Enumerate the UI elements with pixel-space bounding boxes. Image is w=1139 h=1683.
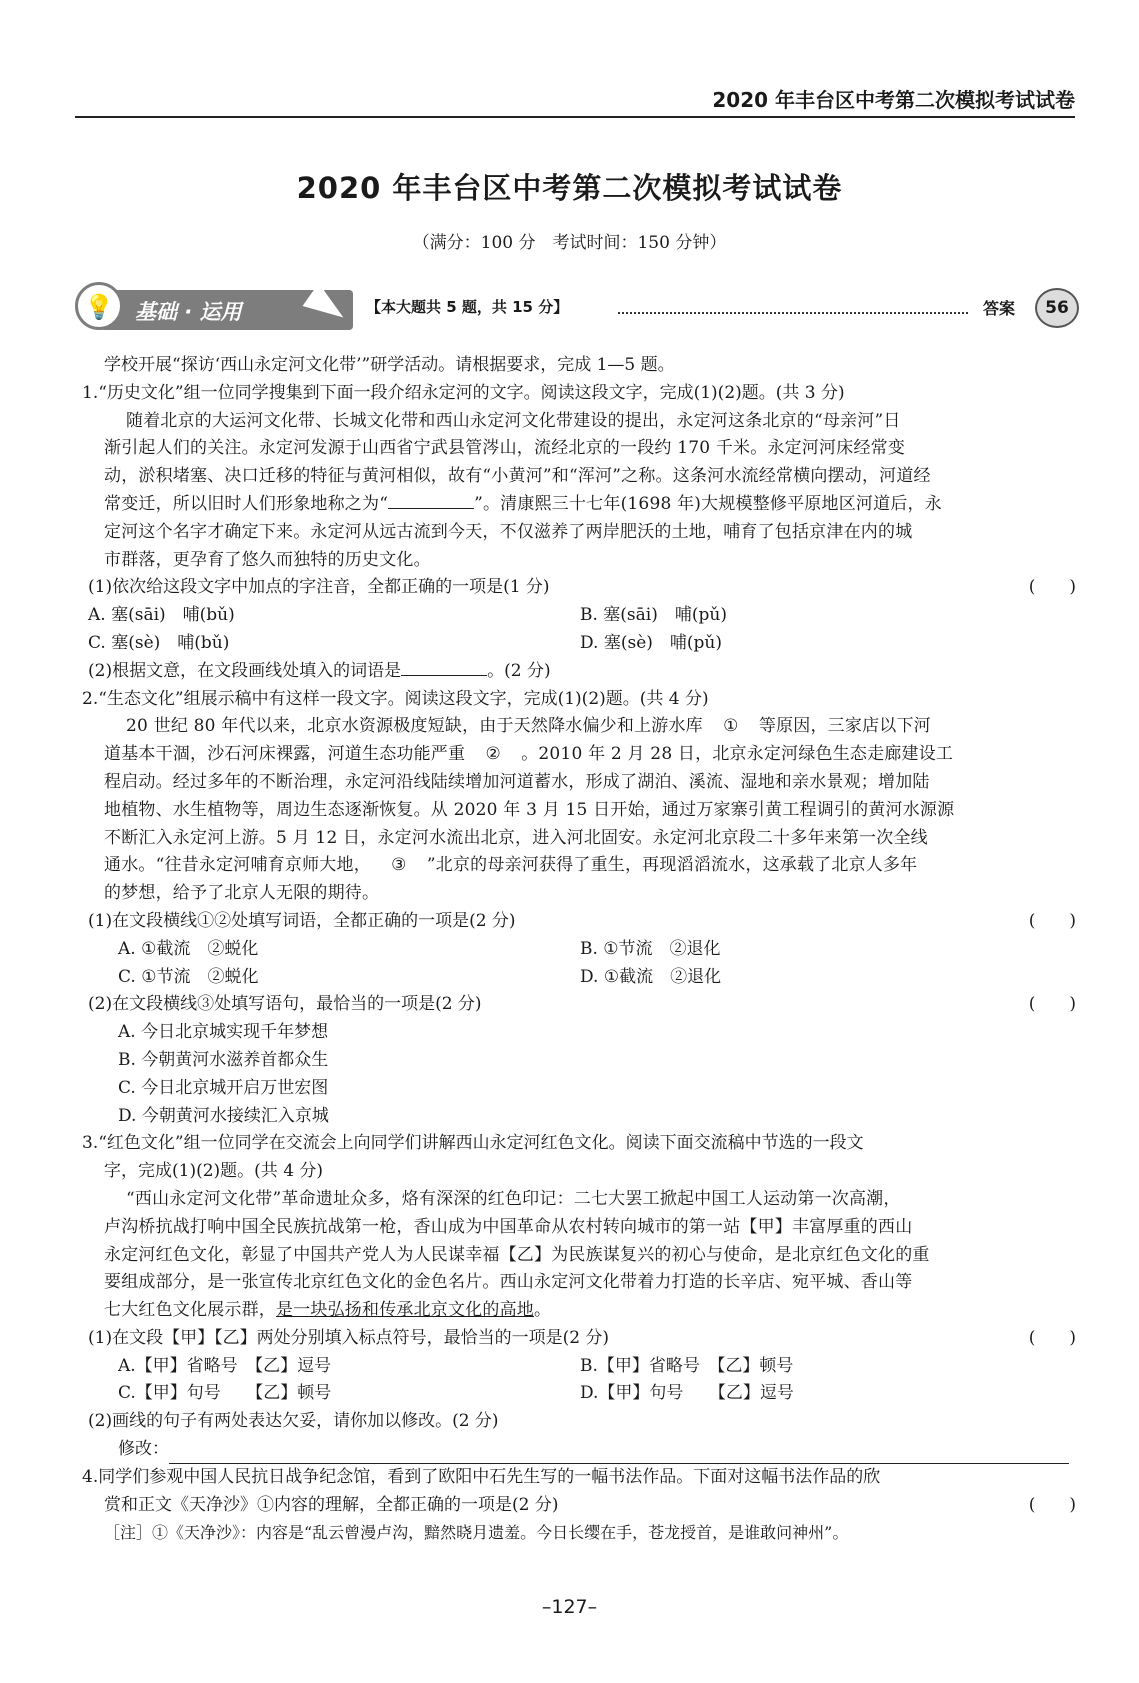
q1-options-row (82, 630, 1076, 658)
q3-sub2: (2)画线的句子有两处表达欠妥，请你加以修改。(2 分) (88, 1411, 499, 1432)
fix-answer-line[interactable] (169, 1443, 1069, 1464)
q2-passage-text: ”北京的母亲河获得了重生，再现滔滔流水，这承载了北京人多年 (426, 855, 918, 876)
q3-passage-line: 要组成部分，是一张宣传北京红色文化的金色名片。西山永定河文化带着力打造的长辛店、宛平城、香山等 (104, 1272, 913, 1293)
page-number: –127– (541, 1596, 598, 1618)
answer-bracket[interactable]: ( ) (1028, 577, 1076, 598)
q1-sub1-text: (1)依次给这段文字中加点的字注音，全都正确的一项是(1 分) (88, 577, 550, 598)
lightbulb-icon: 💡 (75, 282, 123, 330)
q1-answer-blank[interactable] (401, 675, 487, 676)
q1-passage-text: ”。清康熙三十七年(1698 年)大规模整修平原地区河道后，永 (474, 493, 942, 514)
q1-sub2 (82, 658, 1076, 686)
q4-stem-text: 赏和正文《天净沙》①内容的理解，全都正确的一项是(2 分) (104, 1494, 559, 1515)
q3-options-row (82, 1353, 1076, 1381)
q2-options-row (82, 936, 1076, 964)
question-2-stem: 2.“生态文化”组展示稿中有这样一段文字。阅读这段文字，完成(1)(2)题。(共 4 分) (82, 688, 709, 709)
exam-info: （满分：100 分 考试时间：150 分钟） (412, 233, 727, 253)
option-b[interactable]: B. 塞(sāi) 哺(pǔ) (580, 605, 727, 626)
q2-sub2-text: (2)在文段横线③处填写语句，最恰当的一项是(2 分) (88, 994, 482, 1015)
exam-content (82, 352, 1076, 1547)
q4-note: ［注］①《天净沙》：内容是“乱云曾漫卢沟，黯然晓月遗羞。今日长缨在手，苍龙授首，是谁敢问神州”。 (104, 1523, 849, 1543)
q2-passage-line: 地植物、水生植物等，周边生态逐渐恢复。从 2020 年 3 月 15 日开始，通过万家寨引黄工程调引的黄河水源源 (104, 799, 955, 820)
option-c[interactable]: C. ①节流 ②蜕化 (118, 966, 259, 987)
option-b[interactable]: B. ①节流 ②退化 (580, 938, 721, 959)
q2-passage-text: 道基本干涸，沙石河床裸露，河道生态功能严重 (104, 744, 466, 765)
q1-options-row (82, 602, 1076, 630)
question-4-stem (82, 1492, 1076, 1520)
answer-bracket[interactable]: ( ) (1028, 994, 1076, 1015)
running-head: 2020 年丰台区中考第二次模拟考试试卷 (75, 84, 1075, 118)
q2-options-row (82, 964, 1076, 992)
q1-passage-line: 定河这个名字才确定下来。永定河从远古流到今天，不仅滋养了两岸肥沃的土地，哺育了包括京津在内的城 (104, 521, 913, 542)
q1-passage-line: 市群落，更孕育了悠久而独特的历史文化。 (104, 549, 431, 570)
option-d[interactable]: D.【甲】句号 【乙】逗号 (580, 1383, 794, 1404)
q2-blank-1[interactable]: ① (703, 713, 759, 741)
intro-text: 学校开展“探访‘西山永定河文化带’”研学活动。请根据要求，完成 1—5 题。 (104, 355, 675, 375)
q2-passage-text: 20 世纪 80 年代以来，北京水资源极度短缺，由于天然降水偏少和上游水库 (126, 716, 703, 737)
option-a[interactable]: A. 塞(sāi) 哺(bǔ) (88, 605, 235, 626)
q3-options-row (82, 1380, 1076, 1408)
fix-label: 修改： (118, 1439, 169, 1460)
q3-passage-line (82, 1297, 1076, 1325)
q3-passage-line: 卢沟桥抗战打响中国全民族抗战第一枪，香山成为中国革命从农村转向城市的第一站【甲】丰富厚重的西山 (104, 1216, 913, 1237)
q2-sub2 (82, 991, 1076, 1019)
q2-passage-line (82, 741, 1076, 769)
option-d[interactable]: D. ①截流 ②退化 (580, 966, 722, 987)
q1-passage-line: 渐引起人们的关注。永定河发源于山西省宁武县管涔山，流经北京的一段约 170 千米。永定河河床经常变 (104, 438, 906, 459)
q2-passage-line: 的梦想，给予了北京人无限的期待。 (104, 883, 380, 904)
option-c[interactable]: C. 今日北京城开启万世宏图 (118, 1077, 329, 1098)
q2-sub1-text: (1)在文段横线①②处填写词语，全都正确的一项是(2 分) (88, 910, 516, 931)
q2-passage-text: 通水。“往昔永定河哺育京师大地， (104, 855, 371, 876)
q1-sub1 (82, 574, 1076, 602)
q2-passage-line: 不断汇入永定河上游。5 月 12 日，永定河水流出北京，进入河北固安。永定河北京段二十多年来第一次全线 (104, 827, 928, 848)
dotted-leader (618, 300, 968, 314)
option-d[interactable]: D. 今朝黄河水接续汇入京城 (118, 1105, 329, 1126)
answer-page-badge: 56 (1035, 288, 1079, 328)
option-c[interactable]: C. 塞(sè) 哺(bǔ) (88, 632, 230, 653)
q2-blank-3[interactable]: ③ (371, 852, 427, 880)
underlined-sentence: 是一块弘扬和传承北京文化的高地 (276, 1300, 534, 1321)
page-title: 2020 年丰台区中考第二次模拟考试试卷 (296, 171, 843, 205)
q2-blank-2[interactable]: ② (465, 741, 521, 769)
answer-bracket[interactable]: ( ) (1028, 1494, 1076, 1515)
answer-bracket[interactable]: ( ) (1028, 1327, 1076, 1348)
q2-passage-line (82, 713, 1076, 741)
q1-passage-line: 随着北京的大运河文化带、长城文化带和西山永定河文化带建设的提出，永定河这条北京的“母亲河”日 (126, 410, 901, 431)
q3-passage-text: 。 (534, 1300, 552, 1321)
q3-sub1-text: (1)在文段【甲】【乙】两处分别填入标点符号，最恰当的一项是(2 分) (88, 1327, 610, 1348)
q1-passage-line (82, 491, 1076, 519)
question-3-stem: 字，完成(1)(2)题。(共 4 分) (104, 1161, 324, 1182)
q2-sub1 (82, 908, 1076, 936)
q3-passage-line: 永定河红色文化，彰显了中国共产党人为人民谋幸福【乙】为民族谋复兴的初心与使命，是北京红色文化的重 (104, 1244, 930, 1265)
option-b[interactable]: B. 今朝黄河水滋养首都众生 (118, 1049, 329, 1070)
q1-passage-text: 常变迁，所以旧时人们形象地称之为“ (104, 493, 389, 514)
q2-passage-line: 程启动。经过多年的不断治理，永定河沿线陆续增加河道蓄水，形成了湖泊、溪流、湿地和亲水景观；增加陆 (104, 771, 930, 792)
answer-bracket[interactable]: ( ) (1028, 910, 1076, 931)
option-d[interactable]: D. 塞(sè) 哺(pǔ) (580, 632, 722, 653)
answer-label: 答案 (983, 299, 1016, 318)
q1-sub2-text: (2)根据文意，在文段画线处填入的词语是 (88, 660, 402, 681)
option-a[interactable]: A. 今日北京城实现千年梦想 (118, 1022, 329, 1043)
question-4-stem: 4.同学们参观中国人民抗日战争纪念馆，看到了欧阳中石先生写的一幅书法作品。下面对这幅书法作品的欣 (82, 1466, 881, 1487)
option-a[interactable]: A. ①截流 ②蜕化 (118, 938, 259, 959)
q2-passage-text: 。2010 年 2 月 28 日，北京永定河绿色生态走廊建设工 (521, 744, 954, 765)
q1-passage-line: 动，淤积堵塞、决口迁移的特征与黄河相似，故有“小黄河”和“浑河”之称。这条河水流经常横向摆动，河道经 (104, 466, 931, 487)
q2-passage-line (82, 852, 1076, 880)
section-label: 基础 · 运用 (135, 300, 242, 324)
section-info: 【本大题共 5 题，共 15 分】 (366, 298, 569, 316)
q3-passage-line: “西山永定河文化带”革命遗址众多，烙有深深的红色印记：二七大罢工掀起中国工人运动第一次高潮， (126, 1188, 901, 1209)
option-b[interactable]: B.【甲】省略号 【乙】顿号 (580, 1355, 794, 1376)
q2-passage-text: 等原因，三家店以下河 (758, 716, 931, 737)
q1-sub2-text: 。(2 分) (487, 660, 551, 681)
option-c[interactable]: C.【甲】句号 【乙】顿号 (118, 1383, 332, 1404)
q3-fix-row (82, 1436, 1076, 1464)
option-a[interactable]: A.【甲】省略号 【乙】逗号 (118, 1355, 332, 1376)
question-1-stem: 1.“历史文化”组一位同学搜集到下面一段介绍永定河的文字。阅读这段文字，完成(1)(2)题。(共 3 分) (82, 382, 845, 403)
section-banner (75, 282, 355, 334)
q1-fill-blank[interactable] (388, 508, 474, 509)
q3-passage-text: 七大红色文化展示群， (104, 1300, 276, 1321)
q3-sub1 (82, 1325, 1076, 1353)
question-3-stem: 3.“红色文化”组一位同学在交流会上向同学们讲解西山永定河红色文化。阅读下面交流稿中节选的一段文 (82, 1133, 864, 1154)
